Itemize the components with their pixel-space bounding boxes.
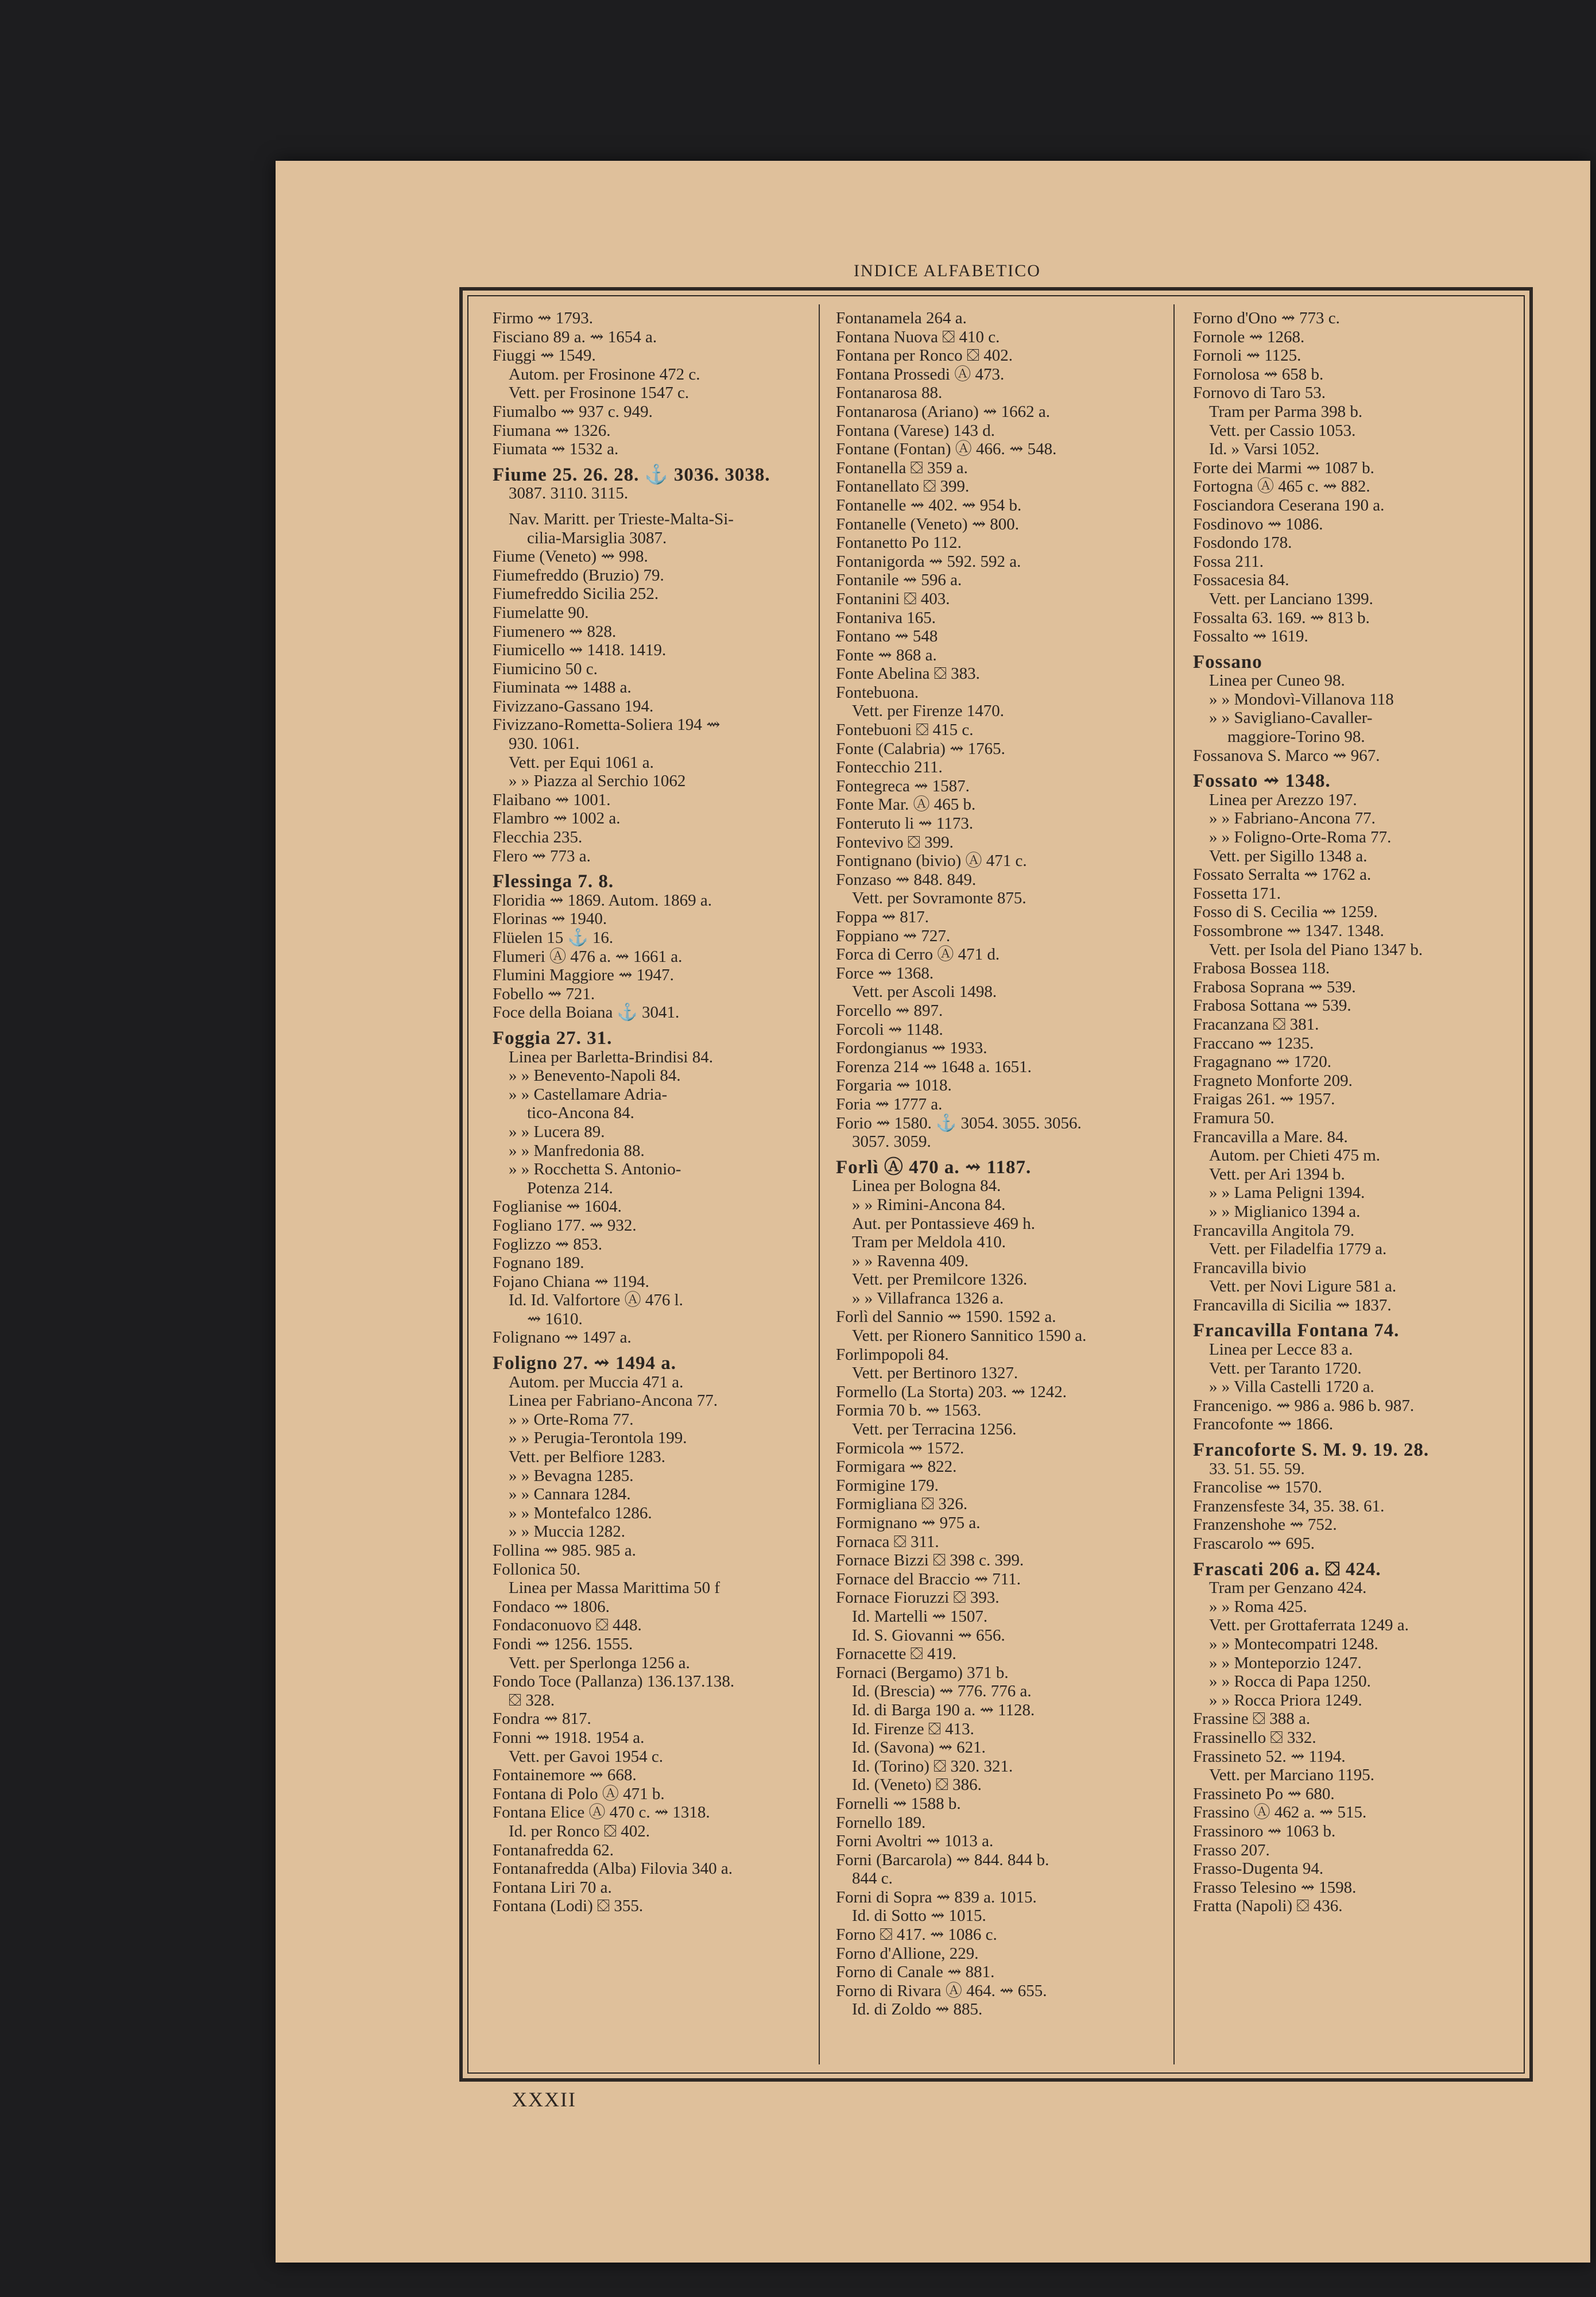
index-entry: Vett. per Frosinone 1547 c. <box>509 384 689 403</box>
index-entry: Fordongianus ⇝ 1933. <box>836 1039 987 1058</box>
index-entry: Fortogna Ⓐ 465 c. ⇝ 882. <box>1193 477 1370 496</box>
index-entry: Frascati 206 a. ⛋ 424. <box>1193 1559 1381 1580</box>
index-entry: Fossalto ⇝ 1619. <box>1193 627 1308 646</box>
index-entry: Forcoli ⇝ 1148. <box>836 1020 943 1039</box>
index-entry: Fosso di S. Cecilia ⇝ 1259. <box>1193 903 1378 922</box>
index-entry: Francolise ⇝ 1570. <box>1193 1478 1322 1497</box>
index-entry: Tram per Parma 398 b. <box>1209 402 1363 421</box>
index-entry: Fontanafredda 62. <box>493 1840 614 1859</box>
index-entry: Forno di Rivara Ⓐ 464. ⇝ 655. <box>836 1981 1047 2000</box>
index-entry: Vett. per Ascoli 1498. <box>852 983 997 1001</box>
index-entry: Formigliana ⛋ 326. <box>836 1495 968 1514</box>
index-entry: maggiore-Torino 98. <box>1227 728 1365 747</box>
index-entry: Id. di Sotto ⇝ 1015. <box>852 1907 986 1925</box>
index-entry: Fontanafredda (Alba) Filovia 340 a. <box>493 1859 733 1878</box>
index-entry: Firmo ⇝ 1793. <box>493 309 593 327</box>
index-entry: Vett. per Novi Ligure 581 a. <box>1209 1277 1397 1296</box>
index-entry: Linea per Bologna 84. <box>852 1177 1001 1196</box>
index-entry: Vett. per Rionero Sannitico 1590 a. <box>852 1327 1087 1345</box>
index-entry: » » Lucera 89. <box>509 1122 605 1141</box>
index-entry: Fiumefreddo (Bruzio) 79. <box>493 566 664 585</box>
index-entry: » » Benevento-Napoli 84. <box>509 1066 681 1085</box>
index-entry: Forio ⇝ 1580. ⚓ 3054. 3055. 3056. <box>836 1113 1082 1132</box>
column-divider <box>819 304 820 2064</box>
index-entry: Linea per Massa Marittima 50 f <box>509 1579 720 1598</box>
index-entry: Fontaniva 165. <box>836 608 936 627</box>
index-entry: Francavilla Fontana 74. <box>1193 1320 1400 1341</box>
index-entry: Flumini Maggiore ⇝ 1947. <box>493 966 674 985</box>
index-entry: Formello (La Storta) 203. ⇝ 1242. <box>836 1382 1067 1401</box>
index-entry: Vett. per Bertinoro 1327. <box>852 1364 1018 1383</box>
index-entry: Fornole ⇝ 1268. <box>1193 327 1305 346</box>
index-entry: Tram per Meldola 410. <box>852 1233 1006 1252</box>
index-entry: » » Castellamare Adria- <box>509 1085 668 1104</box>
index-entry: Frasso-Dugenta 94. <box>1193 1859 1324 1878</box>
index-entry: Vett. per Grottaferrata 1249 a. <box>1209 1616 1409 1635</box>
index-entry: Id. Martelli ⇝ 1507. <box>852 1607 988 1626</box>
index-entry: Fontane (Fontan) Ⓐ 466. ⇝ 548. <box>836 440 1057 459</box>
index-entry: cilia-Marsiglia 3087. <box>527 528 667 547</box>
index-entry: Id. S. Giovanni ⇝ 656. <box>852 1626 1005 1645</box>
index-entry: Autom. per Muccia 471 a. <box>509 1372 684 1391</box>
index-entry: » » Rocchetta S. Antonio- <box>509 1160 681 1179</box>
page-header: INDICE ALFABETICO <box>854 261 1041 280</box>
index-entry: 930. 1061. <box>509 734 580 753</box>
index-entry: Fobello ⇝ 721. <box>493 984 595 1003</box>
index-entry: » » Lama Peligni 1394. <box>1209 1184 1365 1202</box>
index-entry: Vett. per Sperlonga 1256 a. <box>509 1653 690 1672</box>
index-entry: Frasso 207. <box>1193 1840 1270 1859</box>
index-entry: Fossetta 171. <box>1193 884 1281 903</box>
index-entry: » » Montefalco 1286. <box>509 1503 652 1522</box>
index-entry: Fonte Abelina ⛋ 383. <box>836 664 980 683</box>
index-entry: Fossacesia 84. <box>1193 571 1289 590</box>
index-entry: Fivizzano-Gassano 194. <box>493 697 654 716</box>
index-entry: Fondo Toce (Pallanza) 136.137.138. <box>493 1672 735 1691</box>
index-entry: Foce della Boiana ⚓ 3041. <box>493 1003 680 1022</box>
index-entry: Foglianise ⇝ 1604. <box>493 1197 622 1216</box>
index-entry: Fojano Chiana ⇝ 1194. <box>493 1272 649 1291</box>
index-entry: Fontecchio 211. <box>836 758 943 777</box>
index-entry: Vett. per Lanciano 1399. <box>1209 589 1373 608</box>
index-entry: Nav. Maritt. per Trieste-Malta-Si- <box>509 509 734 528</box>
index-entry: Potenza 214. <box>527 1178 613 1197</box>
index-entry: Frassineto Po ⇝ 680. <box>1193 1784 1335 1803</box>
index-entry: Formigine 179. <box>836 1476 939 1495</box>
index-entry: Follina ⇝ 985. 985 a. <box>493 1541 636 1560</box>
index-entry: Formia 70 b. ⇝ 1563. <box>836 1401 982 1420</box>
index-entry: Vett. per Equi 1061 a. <box>509 753 654 772</box>
index-entry: Fiuminata ⇝ 1488 a. <box>493 678 632 697</box>
index-entry: Forenza 214 ⇝ 1648 a. 1651. <box>836 1057 1032 1076</box>
index-entry: Flero ⇝ 773 a. <box>493 846 591 865</box>
index-entry: Forlì Ⓐ 470 a. ⇝ 1187. <box>836 1157 1032 1178</box>
index-entry: Fiumata ⇝ 1532 a. <box>493 440 619 459</box>
index-entry: Forlimpopoli 84. <box>836 1345 949 1364</box>
index-entry: Fragneto Monforte 209. <box>1193 1071 1353 1090</box>
index-entry: Fonni ⇝ 1918. 1954 a. <box>493 1728 645 1747</box>
index-entry: Francavilla di Sicilia ⇝ 1837. <box>1193 1296 1392 1314</box>
index-entry: Fogliano 177. ⇝ 932. <box>493 1216 637 1235</box>
index-entry: Forno d'Ono ⇝ 773 c. <box>1193 309 1340 327</box>
index-entry: Fornace del Braccio ⇝ 711. <box>836 1569 1021 1588</box>
index-entry: Fornace Bizzi ⛋ 398 c. 399. <box>836 1551 1024 1570</box>
index-entry: Fontanelle ⇝ 402. ⇝ 954 b. <box>836 496 1022 515</box>
index-entry: Frassinoro ⇝ 1063 b. <box>1193 1822 1336 1840</box>
index-entry: Fontana Elice Ⓐ 470 c. ⇝ 1318. <box>493 1803 710 1822</box>
index-entry: Fiume (Veneto) ⇝ 998. <box>493 547 648 566</box>
index-entry: Fiumicino 50 c. <box>493 659 598 678</box>
index-entry: » » Perugia-Terontola 199. <box>509 1429 687 1448</box>
index-entry: Vett. per Cassio 1053. <box>1209 421 1356 440</box>
index-entry: Autom. per Chieti 475 m. <box>1209 1146 1381 1165</box>
index-entry: Franzensfeste 34, 35. 38. 61. <box>1193 1496 1385 1515</box>
index-entry: Fontainemore ⇝ 668. <box>493 1766 637 1785</box>
index-entry: Fracanzana ⛋ 381. <box>1193 1015 1319 1034</box>
index-entry: Fornaca ⛋ 311. <box>836 1532 939 1551</box>
index-entry: Forno di Canale ⇝ 881. <box>836 1963 995 1982</box>
index-entry: Vett. per Ari 1394 b. <box>1209 1165 1345 1184</box>
index-entry: » » Miglianico 1394 a. <box>1209 1202 1361 1221</box>
index-entry: Frassineto 52. ⇝ 1194. <box>1193 1747 1346 1766</box>
index-entry: Fonte Mar. Ⓐ 465 b. <box>836 795 976 814</box>
index-entry: Flüelen 15 ⚓ 16. <box>493 929 614 947</box>
index-entry: Fraccano ⇝ 1235. <box>1193 1034 1314 1053</box>
index-entry: » » Piazza al Serchio 1062 <box>509 772 686 791</box>
index-entry: Id. » Varsi 1052. <box>1209 440 1319 459</box>
index-frame-inner <box>467 295 1525 2074</box>
index-column-1 <box>493 309 814 1916</box>
index-entry: Vett. per Gavoi 1954 c. <box>509 1747 663 1766</box>
index-entry: Fossa 211. <box>1193 552 1264 571</box>
index-entry: Forca di Cerro Ⓐ 471 d. <box>836 945 1000 964</box>
index-entry: Linea per Barletta-Brindisi 84. <box>509 1047 713 1066</box>
page-number: XXXII <box>512 2088 576 2111</box>
index-entry: Fiumenero ⇝ 828. <box>493 622 617 641</box>
index-entry: Id. (Brescia) ⇝ 776. 776 a. <box>852 1682 1032 1701</box>
index-entry: 3087. 3110. 3115. <box>509 484 629 503</box>
index-entry: 844 c. <box>852 1869 893 1888</box>
index-entry: Fontana (Varese) 143 d. <box>836 421 995 440</box>
index-entry: » » Bevagna 1285. <box>509 1466 634 1485</box>
index-entry: Forte dei Marmi ⇝ 1087 b. <box>1193 458 1374 477</box>
index-entry: Fondaco ⇝ 1806. <box>493 1597 610 1616</box>
index-entry: Follonica 50. <box>493 1560 581 1579</box>
index-entry: » » Fabriano-Ancona 77. <box>1209 809 1376 828</box>
index-entry: Fiumicello ⇝ 1418. 1419. <box>493 641 667 660</box>
index-entry: Fornovo di Taro 53. <box>1193 384 1326 403</box>
index-entry: Francavilla bivio <box>1193 1258 1307 1277</box>
index-entry: Fontebuoni ⛋ 415 c. <box>836 721 974 740</box>
index-entry: Fiumana ⇝ 1326. <box>493 421 611 440</box>
index-entry: » » Savigliano-Cavaller- <box>1209 709 1373 728</box>
index-entry: Aut. per Pontassieve 469 h. <box>852 1214 1035 1233</box>
index-entry: Fontanetto Po 112. <box>836 533 962 552</box>
index-column-2 <box>836 309 1180 2019</box>
index-entry: Fognano 189. <box>493 1254 584 1273</box>
index-entry: Fontanile ⇝ 596 a. <box>836 571 962 590</box>
index-entry: Fontanamela 264 a. <box>836 309 967 327</box>
index-entry: Id. Id. Valfortore Ⓐ 476 l. <box>509 1291 683 1310</box>
index-entry: Fossombrone ⇝ 1347. 1348. <box>1193 922 1384 940</box>
index-entry: Id. (Veneto) ⛋ 386. <box>852 1776 982 1795</box>
index-entry: Fornolosa ⇝ 658 b. <box>1193 365 1324 384</box>
index-entry: Fossanova S. Marco ⇝ 967. <box>1193 746 1380 765</box>
index-entry: Fontana (Lodi) ⛋ 355. <box>493 1897 644 1916</box>
index-entry: » » Foligno-Orte-Roma 77. <box>1209 828 1392 847</box>
index-entry: Fontana Prossedi Ⓐ 473. <box>836 365 1005 384</box>
index-entry: » » Orte-Roma 77. <box>509 1410 634 1429</box>
index-entry: Fontana Liri 70 a. <box>493 1878 612 1897</box>
index-entry: Linea per Cuneo 98. <box>1209 671 1345 690</box>
index-column-3 <box>1193 309 1532 1916</box>
index-entry: Fonte (Calabria) ⇝ 1765. <box>836 739 1005 758</box>
index-entry: Frabosa Bossea 118. <box>1193 959 1330 978</box>
index-entry: Vett. per Taranto 1720. <box>1209 1359 1362 1378</box>
index-entry: Vett. per Isola del Piano 1347 b. <box>1209 940 1423 959</box>
index-entry: 33. 51. 55. 59. <box>1209 1459 1305 1478</box>
index-entry: Fosdondo 178. <box>1193 533 1292 552</box>
index-entry: Fornoli ⇝ 1125. <box>1193 346 1301 365</box>
index-frame <box>459 287 1533 2082</box>
index-entry: Id. per Ronco ⛋ 402. <box>509 1822 650 1840</box>
index-entry: Francavilla Angitola 79. <box>1193 1221 1355 1240</box>
index-entry: Flambro ⇝ 1002 a. <box>493 809 621 828</box>
index-entry: » » Roma 425. <box>1209 1597 1307 1616</box>
index-entry: Fisciano 89 a. ⇝ 1654 a. <box>493 327 657 346</box>
index-entry: Fiumelatte 90. <box>493 603 589 622</box>
index-entry: Foria ⇝ 1777 a. <box>836 1095 943 1113</box>
index-entry: Frassino Ⓐ 462 a. ⇝ 515. <box>1193 1803 1367 1822</box>
index-entry: Fratta (Napoli) ⛋ 436. <box>1193 1897 1343 1916</box>
index-entry: Flaibano ⇝ 1001. <box>493 790 611 809</box>
index-entry: Frabosa Soprana ⇝ 539. <box>1193 977 1356 996</box>
index-entry: Fontevivo ⛋ 399. <box>836 833 954 852</box>
index-entry: Forlì del Sannio ⇝ 1590. 1592 a. <box>836 1308 1056 1327</box>
index-entry: Fornacette ⛋ 419. <box>836 1645 956 1664</box>
index-entry: Fossato Serralta ⇝ 1762 a. <box>1193 865 1372 884</box>
index-entry: Fonteruto li ⇝ 1173. <box>836 814 974 833</box>
index-entry: Id. (Savona) ⇝ 621. <box>852 1738 986 1757</box>
index-entry: Foligno 27. ⇝ 1494 a. <box>493 1353 676 1374</box>
index-entry: Linea per Fabriano-Ancona 77. <box>509 1391 718 1410</box>
index-entry: Vett. per Belfiore 1283. <box>509 1448 666 1467</box>
index-entry: Foggia 27. 31. <box>493 1027 613 1049</box>
index-entry: 3057. 3059. <box>852 1132 931 1151</box>
index-entry: Forni (Barcarola) ⇝ 844. 844 b. <box>836 1850 1049 1869</box>
index-entry: Linea per Lecce 83 a. <box>1209 1340 1353 1359</box>
index-entry: » » Cannara 1284. <box>509 1485 631 1504</box>
index-entry: Formicola ⇝ 1572. <box>836 1438 964 1457</box>
index-entry: Fontana per Ronco ⛋ 402. <box>836 346 1013 365</box>
index-entry: Id. (Torino) ⛋ 320. 321. <box>852 1757 1013 1776</box>
index-entry: » » Ravenna 409. <box>852 1251 969 1270</box>
index-entry: Vett. per Filadelfia 1779 a. <box>1209 1240 1387 1259</box>
index-entry: Fiume 25. 26. 28. ⚓ 3036. 3038. <box>493 464 770 485</box>
index-entry: Foppiano ⇝ 727. <box>836 926 951 945</box>
index-entry: Fossato ⇝ 1348. <box>1193 771 1331 792</box>
index-entry: Florinas ⇝ 1940. <box>493 910 607 929</box>
index-entry: Fontanella ⛋ 359 a. <box>836 458 968 477</box>
index-entry: » » Manfredonia 88. <box>509 1141 645 1160</box>
index-entry: Fontanini ⛋ 403. <box>836 589 950 608</box>
index-entry: Fornello 189. <box>836 1813 926 1832</box>
index-entry: Fornace Fioruzzi ⛋ 393. <box>836 1588 1000 1607</box>
index-entry: Fonte ⇝ 868 a. <box>836 645 937 664</box>
index-entry: » » Muccia 1282. <box>509 1522 625 1541</box>
index-entry: Fontanarosa 88. <box>836 384 943 403</box>
index-entry: Francoforte S. M. 9. 19. 28. <box>1193 1440 1430 1461</box>
index-entry: Autom. per Frosinone 472 c. <box>509 365 700 384</box>
index-entry: Forni Avoltri ⇝ 1013 a. <box>836 1832 994 1851</box>
index-entry: Vett. per Terracina 1256. <box>852 1420 1017 1439</box>
index-entry: Tram per Genzano 424. <box>1209 1579 1367 1598</box>
index-entry: Fontegreca ⇝ 1587. <box>836 776 970 795</box>
index-entry: Fosdinovo ⇝ 1086. <box>1193 515 1323 533</box>
index-entry: » » Rimini-Ancona 84. <box>852 1195 1006 1214</box>
index-entry: Id. di Zoldo ⇝ 885. <box>852 2000 983 2019</box>
index-entry: Fontebuona. <box>836 683 919 702</box>
index-entry: Fonzaso ⇝ 848. 849. <box>836 870 977 889</box>
index-entry: Vett. per Sigillo 1348 a. <box>1209 846 1368 865</box>
index-entry: Francofonte ⇝ 1866. <box>1193 1415 1334 1434</box>
index-entry: ⇝ 1610. <box>527 1309 583 1328</box>
index-entry: » » Monteporzio 1247. <box>1209 1653 1362 1672</box>
index-entry: Fragagnano ⇝ 1720. <box>1193 1053 1331 1072</box>
index-entry: Fontana di Polo Ⓐ 471 b. <box>493 1784 665 1803</box>
index-entry: Flumeri Ⓐ 476 a. ⇝ 1661 a. <box>493 947 683 966</box>
index-entry: Fontanelle (Veneto) ⇝ 800. <box>836 515 1020 533</box>
index-entry: Fontana Nuova ⛋ 410 c. <box>836 327 1000 346</box>
index-entry: Fiuggi ⇝ 1549. <box>493 346 596 365</box>
index-entry: Fornaci (Bergamo) 371 b. <box>836 1663 1009 1682</box>
index-entry: Francavilla a Mare. 84. <box>1193 1127 1348 1146</box>
index-entry: Fiumefreddo Sicilia 252. <box>493 585 659 604</box>
index-entry: Francenigo. ⇝ 986 a. 986 b. 987. <box>1193 1396 1415 1415</box>
index-entry: Franzenshohe ⇝ 752. <box>1193 1515 1337 1534</box>
index-entry: Formigara ⇝ 822. <box>836 1457 957 1476</box>
index-entry: Forgaria ⇝ 1018. <box>836 1076 952 1095</box>
index-entry: Fossalta 63. 169. ⇝ 813 b. <box>1193 608 1370 627</box>
index-entry: Foglizzo ⇝ 853. <box>493 1235 603 1254</box>
index-entry: Linea per Arezzo 197. <box>1209 790 1357 809</box>
index-entry: tico-Ancona 84. <box>527 1104 634 1123</box>
index-entry: Forno ⛋ 417. ⇝ 1086 c. <box>836 1925 997 1944</box>
index-entry: Frassine ⛋ 388 a. <box>1193 1710 1311 1728</box>
index-entry: » » Mondovì-Villanova 118 <box>1209 690 1394 709</box>
index-entry: Fontignano (bivio) Ⓐ 471 c. <box>836 852 1027 871</box>
index-entry: Fondra ⇝ 817. <box>493 1710 591 1728</box>
index-entry: » » Rocca di Papa 1250. <box>1209 1672 1371 1691</box>
index-entry: Forcello ⇝ 897. <box>836 1001 943 1020</box>
index-entry: » » Montecompatri 1248. <box>1209 1634 1378 1653</box>
index-entry: Fivizzano-Rometta-Soliera 194 ⇝ <box>493 716 720 734</box>
index-entry: Fosciandora Ceserana 190 a. <box>1193 496 1385 515</box>
index-entry: Vett. per Firenze 1470. <box>852 702 1004 721</box>
index-entry: Fontanigorda ⇝ 592. 592 a. <box>836 552 1021 571</box>
index-entry: Fondi ⇝ 1256. 1555. <box>493 1634 633 1653</box>
index-entry: Vett. per Sovramonte 875. <box>852 889 1026 908</box>
index-entry: Force ⇝ 1368. <box>836 964 934 983</box>
index-entry: Fontanarosa (Ariano) ⇝ 1662 a. <box>836 402 1051 421</box>
index-entry: Foppa ⇝ 817. <box>836 908 929 926</box>
index-entry: Formignano ⇝ 975 a. <box>836 1514 981 1532</box>
index-entry: Floridia ⇝ 1869. Autom. 1869 a. <box>493 891 712 910</box>
index-entry: Flecchia 235. <box>493 828 583 847</box>
index-entry: Frassinello ⛋ 332. <box>1193 1728 1316 1747</box>
index-entry: Vett. per Marciano 1195. <box>1209 1766 1375 1785</box>
index-entry: Fontanellato ⛋ 399. <box>836 477 970 496</box>
index-entry: Framura 50. <box>1193 1108 1275 1127</box>
index-entry: ⛋ 328. <box>509 1691 555 1710</box>
index-entry: Fraigas 261. ⇝ 1957. <box>1193 1090 1335 1109</box>
index-entry: Frasso Telesino ⇝ 1598. <box>1193 1878 1357 1897</box>
index-entry: Fondaconuovo ⛋ 448. <box>493 1616 642 1635</box>
index-entry: Folignano ⇝ 1497 a. <box>493 1328 632 1347</box>
index-entry: Forni di Sopra ⇝ 839 a. 1015. <box>836 1888 1037 1907</box>
index-entry: » » Rocca Priora 1249. <box>1209 1691 1362 1710</box>
index-entry: » » Villa Castelli 1720 a. <box>1209 1378 1374 1397</box>
index-entry: Flessinga 7. 8. <box>493 871 614 892</box>
index-entry: » » Villafranca 1326 a. <box>852 1289 1004 1308</box>
index-entry: Fossano <box>1193 651 1262 672</box>
index-entry: Fontano ⇝ 548 <box>836 627 938 646</box>
index-entry: Frabosa Sottana ⇝ 539. <box>1193 996 1351 1015</box>
index-entry: Id. Firenze ⛋ 413. <box>852 1719 974 1738</box>
index-entry: Fiumalbo ⇝ 937 c. 949. <box>493 402 653 421</box>
index-entry: Vett. per Premilcore 1326. <box>852 1270 1028 1289</box>
index-entry: Fornelli ⇝ 1588 b. <box>836 1794 961 1813</box>
index-entry: Id. di Barga 190 a. ⇝ 1128. <box>852 1700 1035 1719</box>
index-entry: Forno d'Allione, 229. <box>836 1944 979 1963</box>
index-entry: Frascarolo ⇝ 695. <box>1193 1534 1315 1553</box>
